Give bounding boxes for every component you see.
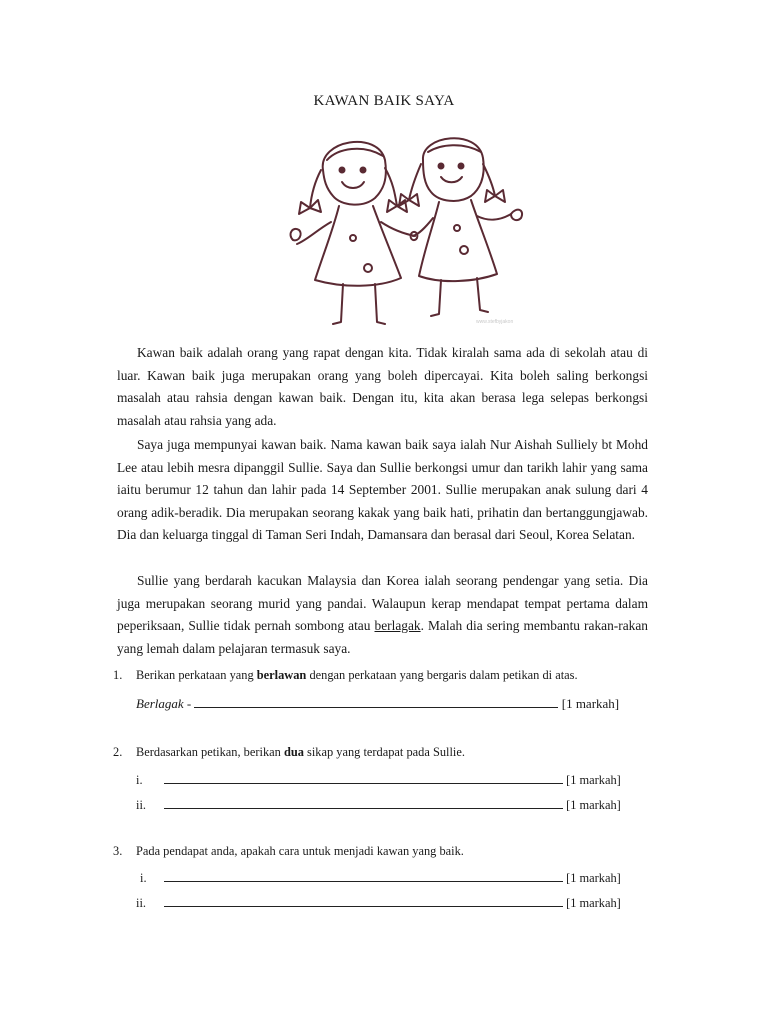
answer-label: ii. bbox=[136, 798, 146, 812]
paragraph-2-text: Saya juga mempunyai kawan baik. Nama kawan baik saya ialah Nur Aishah Sulliely bt Mohd Lee atau lebih mesra dipanggil Sullie. Saya dan Sullie berkongsi umur dan tarikh lahir yang sama iaitu berumur 12 tahun dan lahir pada 14 September 2001. Sullie merupakan anak sulung dari 4 orang adik-beradik. Dia merupakan seorang kakak yang baik hati, prihatin dan bertanggungjawab. Dia dan keluarga tinggal di Taman Seri Indah, Damansara dan berasal dari Seoul, Korea Selatan. bbox=[117, 437, 648, 542]
paragraph-3-text-start: Sullie yang berdarah kacukan Malaysia dan Korea ialah seorang pendengar yang setia. Dia juga merupakan seorang murid yang pandai. Walaupun kerap mendapat tempat pertama dalam peperiksaan, Sullie tidak pernah sombong atau bbox=[117, 573, 648, 633]
question-1-text bbox=[136, 668, 578, 683]
question-2-text-end: sikap yang terdapat pada Sullie. bbox=[303, 745, 465, 759]
mark-label: [1 markah] bbox=[566, 871, 621, 885]
mark-label: [1 markah] bbox=[566, 798, 621, 812]
answer-line-1[interactable] bbox=[136, 694, 619, 712]
paragraph-3 bbox=[117, 570, 648, 660]
paragraph-1-text: Kawan baik adalah orang yang rapat dengan kita. Tidak kiralah sama ada di sekolah atau di luar. Kawan baik juga merupakan orang yang boleh dipercayai. Kita boleh saling berkongsi masalah atau rahsia dengan kawan baik. Dengan itu, kita akan berasa lega selepas berkongsi masalah atau rahsia yang ada. bbox=[117, 345, 648, 428]
mark-label: [1 markah] bbox=[561, 696, 620, 711]
answer-label: Berlagak - bbox=[136, 696, 192, 711]
answer-blank[interactable] bbox=[194, 694, 558, 708]
question-1-text-start: Berikan perkataan yang bbox=[136, 668, 257, 682]
question-3-text: Pada pendapat anda, apakah cara untuk menjadi kawan yang baik. bbox=[136, 844, 464, 858]
illustration-watermark: www.stefbyjakon bbox=[476, 319, 514, 325]
answer-line-3ii[interactable] bbox=[136, 893, 621, 911]
question-1-bold-word: berlawan bbox=[256, 668, 307, 682]
answer-blank[interactable] bbox=[164, 893, 563, 907]
paragraph-3-text-end: . Malah dia sering membantu rakan-rakan yang lemah dalam pelajaran termasuk saya. bbox=[117, 618, 648, 656]
answer-line-3i[interactable] bbox=[136, 868, 621, 886]
answer-blank[interactable] bbox=[164, 868, 563, 882]
question-3-number: 3. bbox=[113, 844, 123, 858]
underlined-word: berlagak bbox=[374, 618, 421, 633]
mark-label: [1 markah] bbox=[566, 896, 621, 910]
question-1-number: 1. bbox=[113, 668, 123, 682]
answer-blank[interactable] bbox=[164, 795, 563, 809]
answer-label: i. bbox=[140, 871, 147, 885]
question-2-number: 2. bbox=[113, 745, 123, 759]
question-2-text-start: Berdasarkan petikan, berikan bbox=[136, 745, 284, 759]
paragraph-1 bbox=[117, 342, 648, 432]
question-1-text-end: dengan perkataan yang bergaris dalam petikan di atas. bbox=[306, 668, 578, 682]
answer-line-2i[interactable] bbox=[136, 770, 621, 788]
question-2-text bbox=[136, 745, 465, 760]
mark-label: [1 markah] bbox=[566, 773, 621, 787]
paragraph-2 bbox=[117, 434, 648, 547]
page-title: KAWAN BAIK SAYA bbox=[313, 93, 455, 109]
answer-label: i. bbox=[136, 773, 143, 787]
two-girls-holding-hands-drawing-icon bbox=[283, 130, 533, 330]
question-2-bold-word: dua bbox=[283, 745, 304, 759]
answer-line-2ii[interactable] bbox=[136, 795, 621, 813]
answer-blank[interactable] bbox=[164, 770, 563, 784]
answer-label: ii. bbox=[136, 896, 146, 910]
